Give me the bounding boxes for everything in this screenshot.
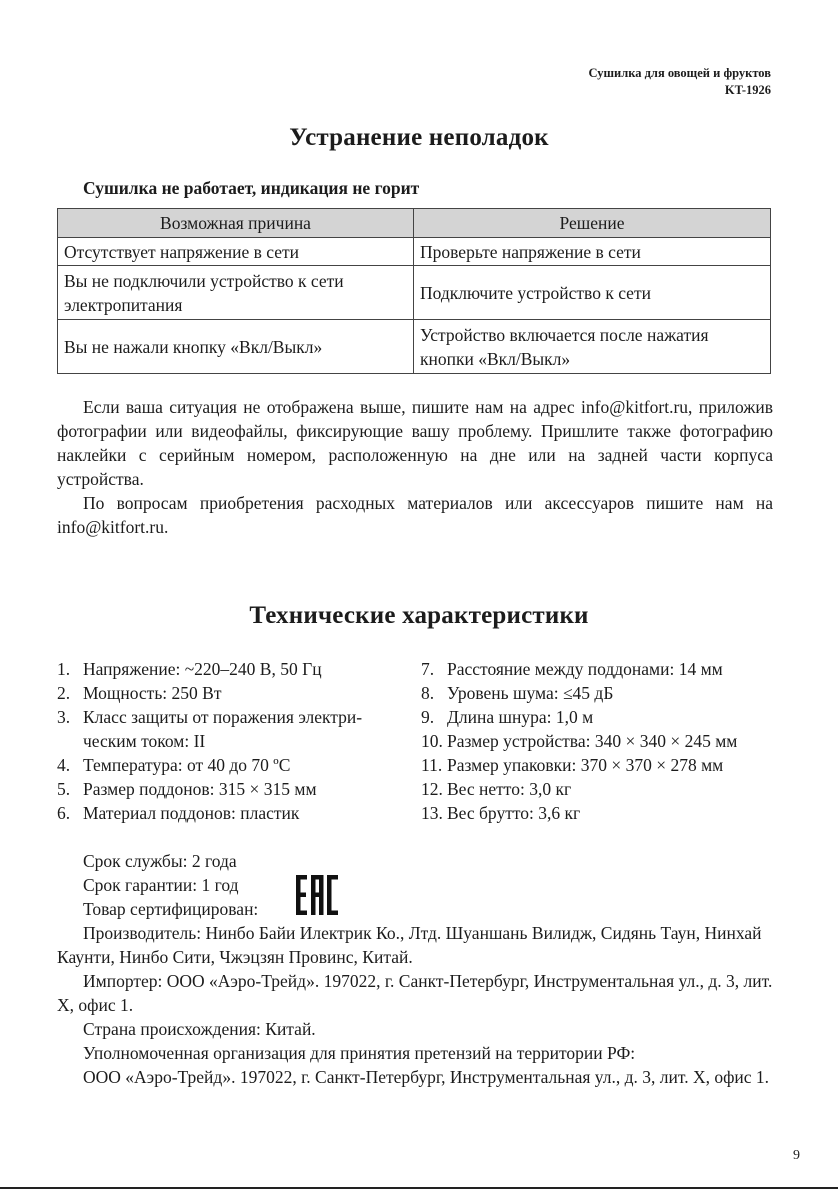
accessories-paragraph: По вопросам приобретения расходных материалов или аксессуаров пишите нам на info@kitfort.ru. [57,493,773,537]
spec-number: 2. [57,683,71,703]
table-row [58,320,771,374]
warranty-period: Срок гарантии: 1 год [83,875,239,895]
table-row [58,238,771,266]
spec-text: Размер устройства: 340 × 340 × 245 мм [447,731,738,751]
info-block [57,849,773,1089]
troubleshooting-table [57,208,771,374]
spec-item [421,801,781,825]
table-cell-cause: Вы не нажали кнопку «Вкл/Выкл» [58,320,414,374]
spec-number: 11. [421,755,443,775]
authorized-organization-label: Уполномоченная организация для принятия претензий на территории РФ: [83,1043,636,1063]
spec-number: 7. [421,659,435,679]
spec-text: Размер поддонов: 315 × 315 мм [83,779,317,799]
service-life: Срок службы: 2 года [83,851,237,871]
spec-item [421,657,781,681]
spec-text: Класс защиты от поражения электри-ческим током: II [83,707,363,751]
spec-number: 6. [57,803,71,823]
spec-text: Вес нетто: 3,0 кг [447,779,572,799]
spec-text: Мощность: 250 Вт [83,683,222,703]
troubleshooting-subtitle: Сушилка не работает, индикация не горит [83,178,420,198]
table-header-row [58,209,771,238]
table-cell-cause: Вы не подключили устройство к сети электропитания [58,266,414,320]
eac-certification-mark-icon [296,875,338,915]
spec-item [57,681,409,705]
running-header [588,65,771,99]
spec-text: Вес брутто: 3,6 кг [447,803,581,823]
spec-item [57,657,409,681]
table-cell-cause: Отсутствует напряжение в сети [58,238,414,266]
spec-number: 5. [57,779,71,799]
spec-number: 10. [421,731,443,751]
spec-number: 3. [57,707,71,727]
header-model: KT-1926 [724,83,771,97]
country-of-origin: Страна происхождения: Китай. [83,1019,316,1039]
spec-text: Уровень шума: ≤45 дБ [447,683,614,703]
spec-item [421,681,781,705]
spec-number: 8. [421,683,435,703]
column-header-solution: Решение [414,209,771,238]
spec-item [57,801,409,825]
spec-item [421,705,781,729]
troubleshooting-title: Устранение неполадок [289,124,549,151]
spec-item [57,705,409,753]
table-cell-solution: Подключите устройство к сети [414,266,771,320]
spec-number: 9. [421,707,435,727]
spec-item [421,729,781,753]
importer-info: Импортер: ООО «Аэро-Трейд». 197022, г. Санкт-Петербург, Инструментальная ул., д. 3, лит. Х, офис 1. [57,971,773,1015]
certification-label: Товар сертифицирован: [83,899,259,919]
table-cell-solution: Устройство включается после нажатия кнопки «Вкл/Выкл» [414,320,771,374]
spec-number: 13. [421,803,443,823]
spec-item [57,777,409,801]
spec-number: 4. [57,755,71,775]
table-row [58,266,771,320]
spec-text: Температура: от 40 до 70 ºС [83,755,291,775]
manufacturer-info: Производитель: Нинбо Байи Илектрик Ко., Лтд. Шуаншань Вилидж, Сидянь Таун, Нинхай Каунти, Нинбо Сити, Чжэцзян Провинс, Китай. [57,923,762,967]
spec-text: Длина шнура: 1,0 м [447,707,594,727]
spec-item [421,753,781,777]
spec-text: Напряжение: ~220–240 В, 50 Гц [83,659,322,679]
spec-text: Размер упаковки: 370 × 370 × 278 мм [447,755,724,775]
spec-item [57,753,409,777]
spec-number: 12. [421,779,443,799]
spec-text: Материал поддонов: пластик [83,803,300,823]
table-cell-solution: Проверьте напряжение в сети [414,238,771,266]
specs-title: Технические характеристики [249,602,589,629]
contact-paragraph: Если ваша ситуация не отображена выше, пишите нам на адрес info@kitfort.ru, приложив фотографии или видеофайлы, фиксирующие вашу проблему. Пришлите также фотографию наклейки с серийным номером, расположенную на дне или на задней части корпуса устройства. [57,397,773,489]
spec-item [421,777,781,801]
page-number: 9 [793,1148,800,1163]
authorized-organization-address: ООО «Аэро-Трейд». 197022, г. Санкт-Петербург, Инструментальная ул., д. 3, лит. Х, офис 1. [83,1067,770,1087]
spec-number: 1. [57,659,71,679]
column-header-cause: Возможная причина [58,209,414,238]
specs-list-left [57,657,409,825]
specs-list-right [421,657,781,825]
header-product-name: Сушилка для овощей и фруктов [588,66,771,80]
bottom-rule [0,1187,838,1189]
spec-text: Расстояние между поддонами: 14 мм [447,659,723,679]
